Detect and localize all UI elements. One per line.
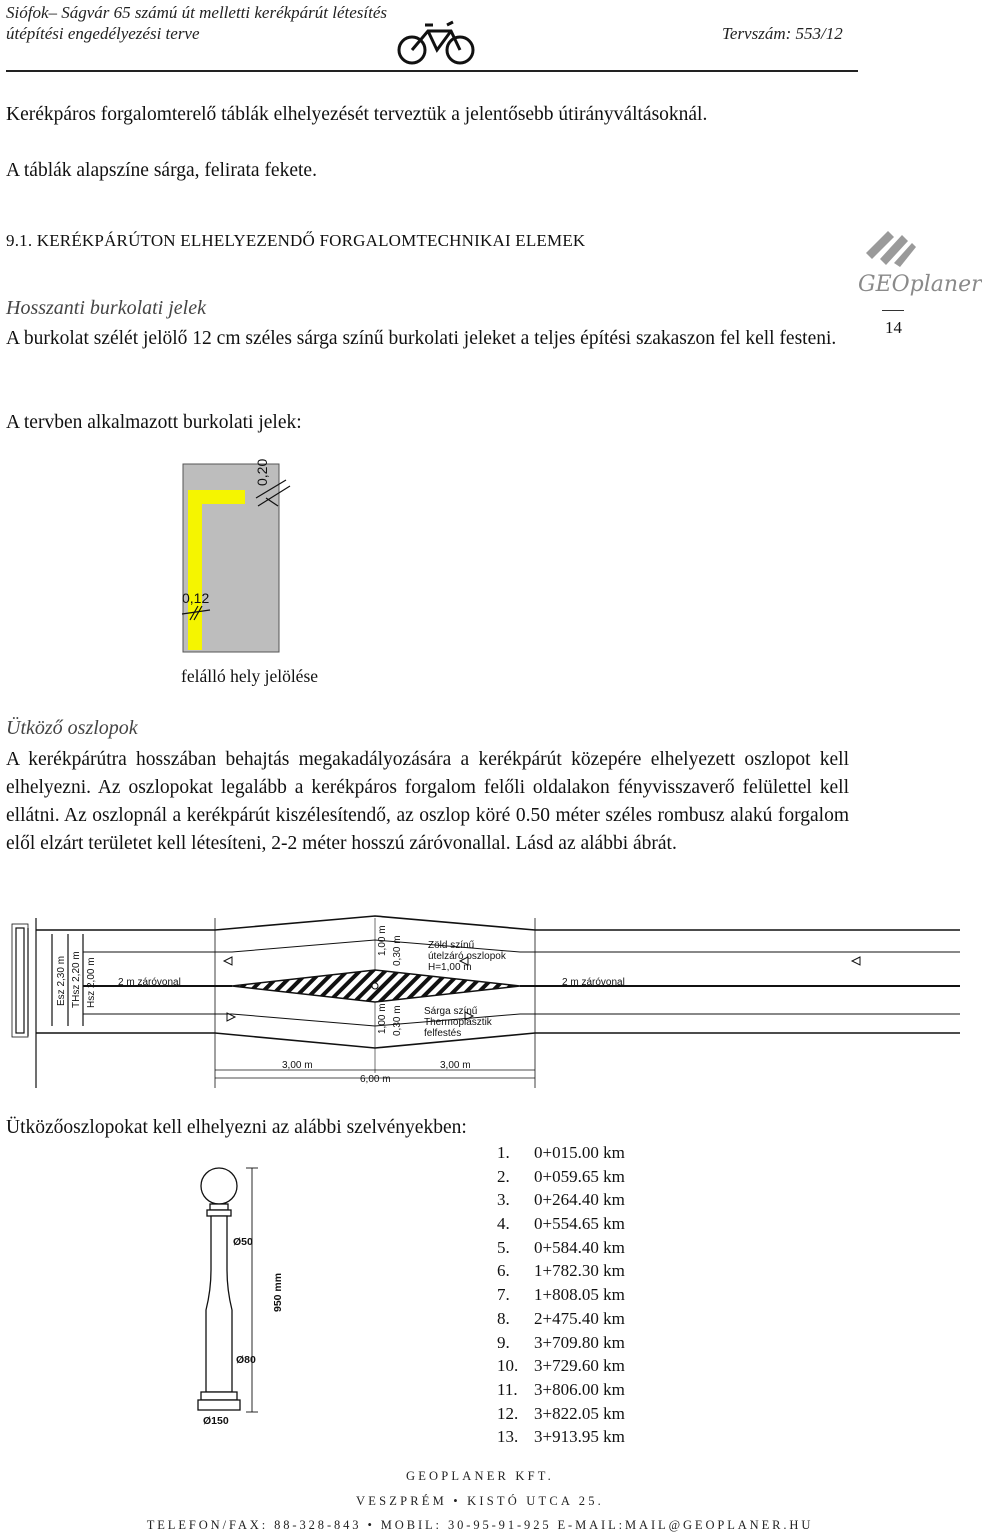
green-note-line1: Zöld színű [428, 940, 475, 951]
station-item [497, 1165, 625, 1189]
station-item [497, 1259, 625, 1283]
station-value: 3+729.60 km [534, 1356, 625, 1376]
figure-caption: felálló hely jelölése [181, 666, 319, 686]
stations-intro: Ütközőoszlopokat kell elhelyezni az alábbi szelvényekben: [6, 1117, 467, 1138]
footer-address: VESZPRÉM • KISTÓ UTCA 25. [356, 1494, 604, 1508]
station-item [497, 1378, 625, 1402]
station-number: 12. [497, 1403, 519, 1423]
subheading-longitudinal-markings: Hosszanti burkolati jelek [6, 297, 206, 319]
station-value: 3+806.00 km [534, 1379, 625, 1399]
header-rule [6, 70, 858, 72]
dimension-thsz: THsz 2,20 m [71, 951, 82, 1008]
green-note-line3: H=1,00 m [428, 962, 472, 973]
station-value: 3+709.80 km [534, 1332, 625, 1352]
dimension-6m: 6,00 m [360, 1074, 391, 1085]
diameter-80-label: Ø80 [236, 1354, 256, 1366]
diameter-150-label: Ø150 [203, 1415, 229, 1427]
station-value: 0+554.65 km [534, 1214, 625, 1234]
station-number: 6. [497, 1261, 510, 1281]
station-item [497, 1212, 625, 1236]
station-item [497, 1236, 625, 1260]
station-item [497, 1331, 625, 1355]
station-number: 4. [497, 1214, 510, 1234]
green-note-line2: útelzáró oszlopok [428, 951, 506, 962]
station-number: 7. [497, 1285, 510, 1305]
centerline-label-left: 2 m záróvonal [118, 977, 181, 988]
document-title-line1: Siófok– Ságvár 65 számú út melletti kerékpárút létesítés [6, 3, 388, 22]
longitudinal-markings-text: A burkolat szélét jelölő 12 cm széles sárga színű burkolati jeleket a teljes építési szakaszon fel kell festeni. [6, 328, 837, 349]
page-number-rule [882, 310, 904, 311]
station-number: 9. [497, 1332, 510, 1352]
station-number: 13. [497, 1427, 519, 1447]
station-item [497, 1141, 625, 1165]
geoplaner-logo-text: GEOplaner [858, 272, 982, 297]
station-item [497, 1307, 625, 1331]
yellow-note-line1: Sárga színű [424, 1006, 478, 1017]
marking-figure [180, 462, 300, 654]
dimension-1m-top: 1,00 m [377, 925, 388, 956]
dimension-0-20-label: 0,20 [254, 458, 270, 486]
station-number: 5. [497, 1237, 510, 1257]
marking-vertical [188, 490, 202, 650]
plan-number: Tervszám: 553/12 [722, 24, 843, 43]
station-number: 11. [497, 1379, 518, 1399]
bollards-text: A kerékpárútra hosszában behajtás megakadályozására a kerékpárút közepére elhelyezett oszlopot kell elhelyezni. Az oszlopokat legalább a kerékpáros forgalom felőli oldalakon fényvisszaverő felülettel kell ellátni. Az oszlopnál a kerékpárút kiszélesítendő, az oszlop köré 0.50 méter széles rombusz alakú forgalom elől elzárt területet kell létesíteni, 2-2 méter hosszú záróvonallal. Lásd az alábbi ábrát. [6, 749, 849, 854]
page-number: 14 [885, 318, 902, 337]
station-item [497, 1188, 625, 1212]
station-value: 0+059.65 km [534, 1166, 625, 1186]
station-number: 8. [497, 1308, 510, 1328]
section-heading: 9.1. KERÉKPÁRÚTON ELHELYEZENDŐ FORGALOMTECHNIKAI ELEMEK [6, 231, 586, 250]
station-value: 0+264.40 km [534, 1190, 625, 1210]
dimension-030-top: 0,30 m [392, 935, 403, 966]
station-value: 3+822.05 km [534, 1403, 625, 1423]
station-value: 1+782.30 km [534, 1261, 625, 1281]
station-number: 2. [497, 1166, 510, 1186]
diameter-50-label: Ø50 [233, 1236, 253, 1248]
footer-contact: TELEFON/FAX: 88-328-843 • MOBIL: 30-95-91-925 E-MAIL:MAIL@GEOPLANER.HU [146, 1518, 814, 1532]
station-item [497, 1425, 625, 1449]
yellow-marking-note [424, 1006, 492, 1039]
yellow-note-line3: felfestés [424, 1028, 462, 1039]
station-list [497, 1141, 625, 1449]
footer-company: GEOPLANER KFT. [405, 1469, 555, 1483]
yellow-note-line2: Thermoplasztik [424, 1017, 492, 1028]
geoplaner-logo-icon [860, 225, 920, 273]
dimension-3m-left: 3,00 m [282, 1060, 313, 1071]
station-item [497, 1354, 625, 1378]
intro-colors: A táblák alapszíne sárga, felirata fekete. [6, 160, 317, 181]
dimension-030-bottom: 0,30 m [392, 1005, 403, 1036]
centerline-label-right: 2 m záróvonal [562, 977, 625, 988]
markings-intro: A tervben alkalmazott burkolati jelek: [6, 412, 302, 433]
station-number: 1. [497, 1143, 510, 1162]
station-value: 2+475.40 km [534, 1308, 625, 1328]
station-value: 3+913.95 km [534, 1427, 625, 1447]
station-item [497, 1402, 625, 1426]
subheading-bollards: Ütköző oszlopok [6, 717, 138, 739]
height-950-label: 950 mm [272, 1272, 284, 1312]
station-value: 1+808.05 km [534, 1285, 625, 1305]
dimension-1m-bottom: 1,00 m [377, 1003, 388, 1034]
dimension-3m-right: 3,00 m [440, 1060, 471, 1071]
bollard-plan-drawing [0, 908, 960, 1093]
bollard-elevation-drawing [192, 1160, 302, 1432]
dimension-0-20 [254, 459, 270, 486]
intro-paragraph: Kerékpáros forgalomterelő táblák elhelyezését terveztük a jelentősebb útirányváltásoknál. [6, 104, 708, 125]
station-item [497, 1283, 625, 1307]
station-value: 0+584.40 km [534, 1237, 625, 1257]
station-number: 10. [497, 1356, 519, 1376]
bicycle-icon [395, 16, 477, 68]
green-bollard-note [428, 940, 506, 973]
dimension-hsz: Hsz 2,00 m [86, 957, 97, 1008]
station-number: 3. [497, 1190, 510, 1210]
station-value: 0+015.00 km [534, 1143, 625, 1162]
document-title-line2: útépítési engedélyezési terve [6, 24, 200, 43]
dimension-0-12: 0,12 [182, 590, 210, 606]
dimension-esz: Esz 2,30 m [56, 955, 67, 1006]
